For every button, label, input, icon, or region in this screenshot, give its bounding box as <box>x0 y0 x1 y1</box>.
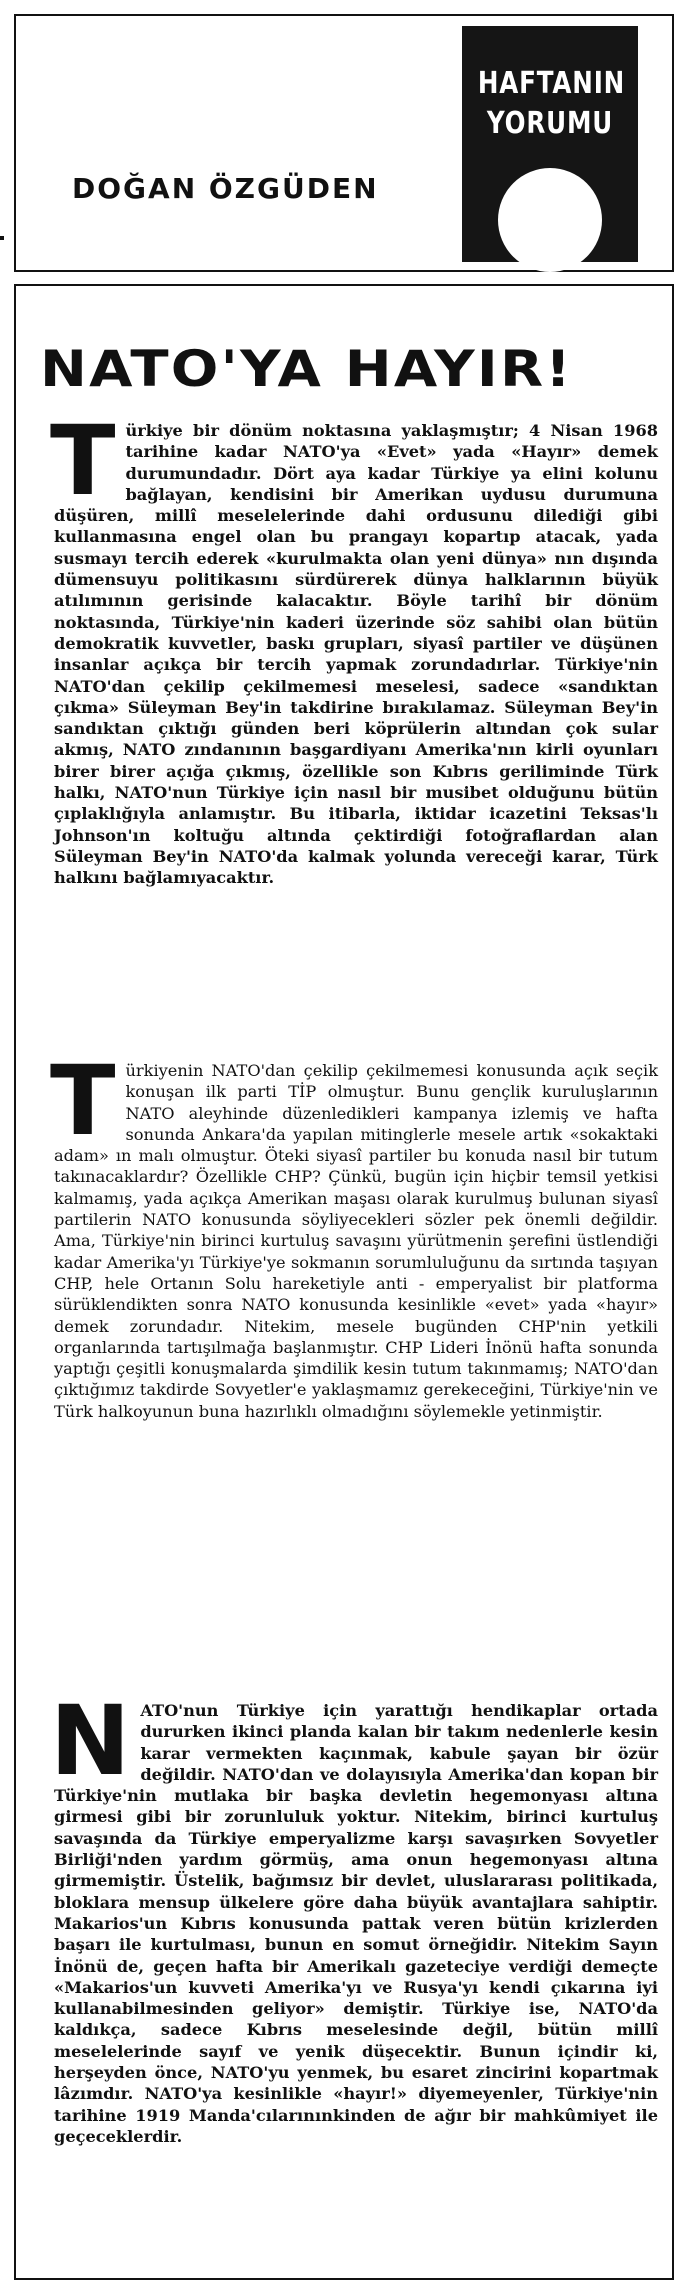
badge-title-line1: HAFTANIN <box>477 66 626 101</box>
column-header <box>14 14 674 272</box>
paragraph-1-text: ürkiye bir dönüm noktasına yaklaşmıştır; 4 Nisan 1968 tarihine kadar NATO'ya «Evet» yada «Hayır» demek durumundadır. Dört aya kadar Türkiye ya elini kolunu bağlayan, kendisini bir Amerikan uydusu durumuna düşüren, millî meselelerinde dahi ordusunu dilediği gibi kullanmasına engel olan bu prangayı kopartıp atacak, yada susmayı tercih ederek «kurulmakta olan yeni dünya» nın dışında dümensuyu politikasını sürdürerek dünya halklarının büyük atılımının gerisinde kalacaktır. Böyle tarihî bir dönüm noktasında, Türkiye'nin kaderi üzerinde söz sahibi olan bütün demokratik kuvvetler, baskı grupları, siyasî partiler ve düşünen insanlar açıkça bir tercih yapmak zorundadırlar. Türkiye'nin NATO'dan çekilip çekilmemesi meselesi, sadece «sandıktan çıkma» Süleyman Bey'in takdirine bırakılamaz. Süleyman Bey'in sandıktan çıktığı günden beri köprülerin altından çok sular akmış, NATO zındanının başgardiyanı Amerika'nın kirli oyunları birer birer açığa çıkmış, özellikle son Kıbrıs geriliminde Türk halkı, NATO'nun Türkiye için nasıl bir musibet olduğunu bütün çıplaklığıyla anlamıştır. Bu itibarla, iktidar icazetini Teksas'lı Johnson'ın koltuğu altında çektirdiği fotoğraflardan alan Süleyman Bey'in NATO'da kalmak yolunda vereceği karar, Türk halkını bağlamıyacaktır. <box>54 421 658 888</box>
paragraph-3-text: ATO'nun Türkiye için yarattığı hendikaplar ortada dururken ikinci planda kalan bir takım nedenlerle kesin karar vermekten kaçınmak, kabule şayan bir özür değildir. NATO'dan ve dolayısıyla Amerika'dan kopan bir Türkiye'nin mutlaka bir başka devletin hegemonyası altına girmesi gibi bir zorunluluk yoktur. Nitekim, birinci kurtuluş savaşında da Türkiye emperyalizme karşı savaşırken Sovyetler Birliği'nden yardım görmüş, ama onun hegemonyası altına girmemiştir. Üstelik, bağımsız bir devlet, uluslararası politikada, bloklara mensup ülkelere göre daha büyük avantajlara sahiptir. Makarios'un Kıbrıs konusunda pattak veren bütün krizlerden başarı ile kurtulması, bunun en somut örneğidir. Nitekim Sayın İnönü de, geçen hafta bir Amerikalı gazeteciye verdiği demeçte «Makarios'un kuvveti Amerika'yı ve Rusya'yı kendi çıkarına iyi kullanabilmesinden geliyor» demiştir. Türkiye ise, NATO'da kaldıkça, sadece Kıbrıs meselesinde değil, bütün millî meselelerinde sayıf ve yenik düşecektir. Bunun içindir ki, herşeyden önce, NATO'yu yenmek, bu esaret zincirini kopartmak lâzımdır. NATO'ya kesinlikle «hayır!» diyemeyenler, Türkiye'nin tarihine 1919 Manda'cılarınınkinden de ağır bir mahkûmiyet ile geçeceklerdir. <box>54 1701 658 2146</box>
paragraph-3 <box>50 1685 658 2260</box>
paragraph-1 <box>50 405 658 1040</box>
author-name: DOĞAN ÖZGÜDEN <box>72 172 379 205</box>
page-edge-mark <box>0 236 4 240</box>
article-title: NATO'YA HAYIR! <box>40 340 574 398</box>
drop-cap-1: T <box>50 405 116 517</box>
column-badge <box>462 26 638 262</box>
badge-circle-emblem <box>498 168 602 272</box>
drop-cap-2: T <box>50 1045 116 1157</box>
drop-cap-3: N <box>50 1685 131 1797</box>
badge-title-line2: YORUMU <box>486 106 614 141</box>
paragraph-2 <box>50 1045 658 1660</box>
paragraph-2-text: ürkiyenin NATO'dan çekilip çekilmemesi konusunda açık seçik konuşan ilk parti TİP olmuştur. Bunu gençlik kuruluşlarının NATO aleyhinde düzenledikleri kampanya izlemiş ve hafta sonunda Ankara'da yapılan mitinglerle mesele artık «sokaktaki adam» ın malı olmuştur. Öteki siyasî partiler bu konuda nasıl bir tutum takınacaklardır? Özellikle CHP? Çünkü, bugün için hiçbir temsil yetkisi kalmamış, yada açıkça Amerikan maşası olarak kurulmuş bulunan siyasî partilerin NATO konusunda söyliyecekleri sözler pek önemli değildir. Ama, Türkiye'nin birinci kurtuluş savaşını yürütmenin şerefini üstlendiği kadar Amerika'yı Türkiye'ye sokmanın sorumluluğunu da sırtında taşıyan CHP, hele Ortanın Solu hareketiyle anti - emperyalist bir platforma sürüklendikten sonra NATO konusunda kesinlikle «evet» yada «hayır» demek zorundadır. Nitekim, mesele bugünden CHP'nin yetkili organlarında tartışılmağa başlanmıştır. CHP Lideri İnönü hafta sonunda yaptığı çeşitli konuşmalarda şimdilik kesin tutum takınmamış; NATO'dan çıktığımız takdirde Sovyetler'e yaklaşmamız gerekeceğini, Türkiye'nin ve Türk halkoyunun buna hazırlıklı olmadığını söylemekle yetinmiştir. <box>54 1061 658 1421</box>
